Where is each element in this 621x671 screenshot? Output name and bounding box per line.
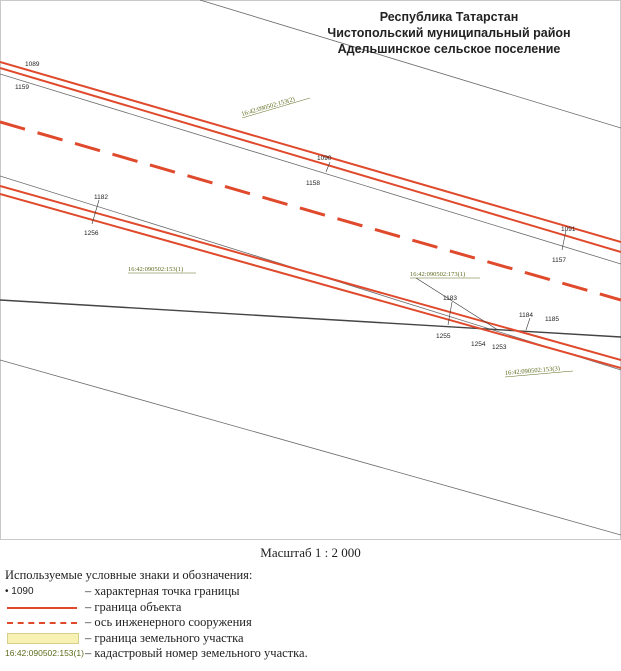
legend-item-cadastral [5,646,605,662]
cadastral-label: 16:42:090502:153(1) [128,266,184,273]
cadastral-label: 16:42:090502:153(2) [240,95,296,118]
point-symbol-icon: • 1090 [5,586,34,597]
point-label: 1256 [84,230,99,237]
cadastral-number-icon: 16:42:090502:153(1) [5,648,84,658]
point-label: 1158 [306,180,320,187]
legend-item-text: – кадастровый номер земельного участка. [85,646,308,660]
point-label: 1184 [519,312,533,319]
red-dashed-line-icon [5,615,85,630]
title-district: Чистопольский муниципальный район [327,26,571,40]
point-label: 1091 [561,226,576,233]
parcel-line-bottom [0,360,621,535]
legend-item-boundary [5,600,605,616]
legend [5,567,605,662]
boundary-line-1 [0,62,621,242]
map-frame [1,1,621,540]
cadastral-label: 16:42:090502:173(1) [410,271,466,278]
legend-item-point [5,584,605,600]
legend-item-text: – характерная точка границы [85,584,240,598]
leader-1090 [326,162,330,172]
point-label: 1157 [552,257,566,264]
point-label: 1255 [436,333,451,340]
legend-item-text: – ось инженерного сооружения [85,615,252,629]
point-label: 1185 [545,316,559,323]
legend-item-text: – граница земельного участка [85,630,244,645]
title-republic: Республика Татарстан [379,10,519,24]
legend-item-text: – граница объекта [85,599,182,614]
point-label: 1182 [94,194,108,201]
boundary-line-2 [0,68,621,252]
leader-1184 [526,318,530,330]
point-label: 1183 [443,295,457,302]
point-label: 1159 [15,84,29,91]
cadastral-label: 16:42:090502:153(3) [504,365,561,377]
point-label: 1089 [25,61,40,68]
title-settlement: Адельшинское сельское поселение [337,42,561,56]
legend-item-parcel [5,631,605,647]
point-label: 1090 [317,155,332,162]
object-boundary [0,62,621,368]
point-leaders [92,162,566,330]
legend-item-axis [5,615,605,631]
point-label: 1254 [471,341,486,348]
legend-heading: Используемые условные знаки и обозначения: [5,568,253,582]
map-scale: Масштаб 1 : 2 000 [260,545,361,560]
yellow-box-icon [5,631,85,646]
red-line-icon [5,600,85,615]
point-label: 1253 [492,344,507,351]
